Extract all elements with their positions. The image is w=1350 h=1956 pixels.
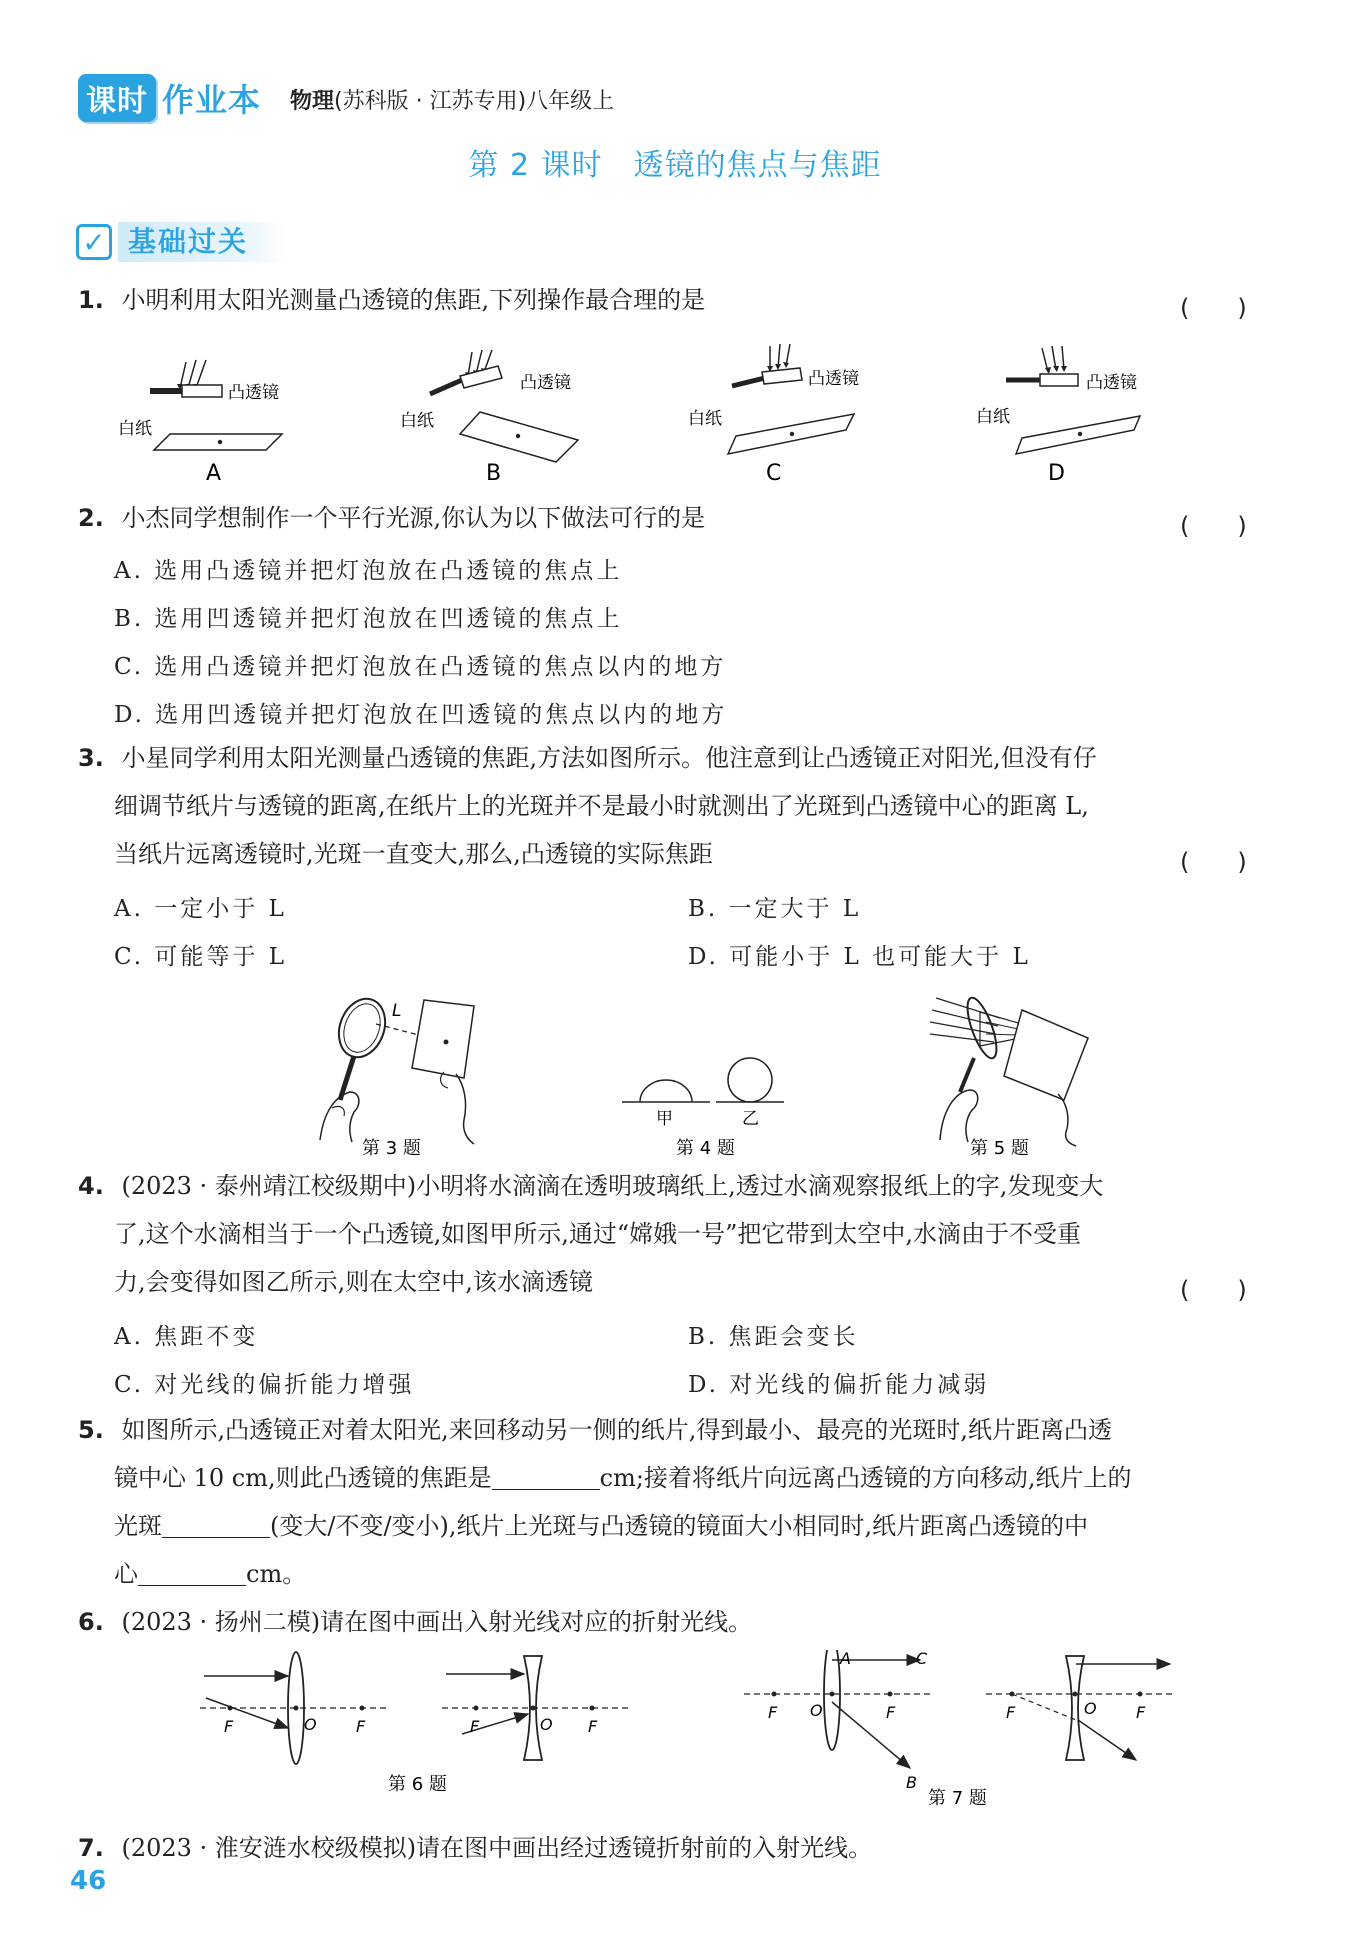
option-a: A. 一定小于 L: [114, 896, 287, 922]
q1-figure-b: [400, 350, 578, 486]
brand-logo: [78, 78, 261, 118]
question-text-line2: 了,这个水滴相当于一个凸透镜,如图甲所示,通过“嫦娥一号”把它带到太空中,水滴由于不受重: [114, 1220, 1082, 1248]
answer-bracket: ( ): [1180, 848, 1247, 876]
header-subject: [290, 84, 614, 115]
point-a-label: A: [840, 1650, 851, 1668]
option-b: B. 选用凹透镜并把灯泡放在凹透镜的焦点上: [114, 606, 623, 632]
option-c: C. 对光线的偏折能力增强: [114, 1372, 415, 1398]
fig5-drawing: [930, 995, 1088, 1159]
focus-label: F: [224, 1717, 234, 1736]
logo-text: 作业本: [162, 81, 262, 119]
answer-bracket: ( ): [1180, 1276, 1247, 1304]
question-text-line3: [114, 1502, 1088, 1550]
lens-label: 凸透镜: [808, 369, 859, 389]
question-number: 2.: [78, 504, 104, 532]
q1-figure-c: [688, 344, 859, 486]
question-3: [78, 734, 1097, 782]
fig6-concave-lens: [388, 1656, 630, 1795]
answer-bracket: ( ): [1180, 512, 1247, 540]
section-title: 基础过关: [118, 222, 288, 262]
option-letter: D: [1048, 461, 1065, 486]
question-6: [78, 1598, 752, 1646]
paper-label: 白纸: [976, 407, 1010, 427]
answer-blank-2[interactable]: [162, 1510, 270, 1538]
focus-label: F: [768, 1703, 778, 1722]
logo-badge: 课时: [78, 74, 156, 122]
question-text: (2023 · 扬州二模)请在图中画出入射光线对应的折射光线。: [121, 1608, 753, 1636]
focus-label: F: [356, 1717, 366, 1736]
question-number: 6.: [78, 1608, 104, 1636]
page-title: 第 2 课时 透镜的焦点与焦距: [468, 148, 882, 183]
focus-label: F: [588, 1717, 598, 1736]
question-text: 小杰同学想制作一个平行光源,你认为以下做法可行的是: [121, 504, 706, 532]
lens-label: 凸透镜: [1086, 373, 1137, 393]
center-label: O: [304, 1715, 317, 1734]
figures-6-7: [190, 1650, 1190, 1810]
paper-label: 白纸: [688, 409, 722, 429]
q1-figure-d: [976, 346, 1140, 486]
figures-3-4-5: [280, 980, 1100, 1160]
lens-label: 凸透镜: [228, 383, 279, 403]
center-label: O: [1084, 1699, 1097, 1718]
point-b-label: B: [906, 1773, 917, 1792]
focus-label: F: [1006, 1703, 1016, 1722]
question-number: 4.: [78, 1172, 104, 1200]
option-letter: C: [766, 461, 782, 486]
option-d: D. 对光线的偏折能力减弱: [688, 1372, 990, 1398]
fig4-yi-label: 乙: [742, 1109, 759, 1129]
fig6-caption: 第 6 题: [388, 1774, 447, 1795]
text-segment: 光斑: [114, 1512, 162, 1540]
text-segment: cm;接着将纸片向远离凸透镜的方向移动,纸片上的: [599, 1464, 1132, 1492]
question-number: 1.: [78, 286, 104, 314]
option-c: C. 选用凸透镜并把灯泡放在凸透镜的焦点以内的地方: [114, 654, 727, 680]
fig5-caption: 第 5 题: [970, 1138, 1029, 1159]
fig3-drawing: [320, 992, 474, 1159]
page-number: 46: [70, 1866, 107, 1896]
question-text-line1: 小星同学利用太阳光测量凸透镜的焦距,方法如图所示。他注意到让凸透镜正对阳光,但没有仔: [121, 744, 1097, 772]
question-text: (2023 · 淮安涟水校级模拟)请在图中画出经过透镜折射前的入射光线。: [121, 1834, 873, 1862]
text-segment: 镜中心 10 cm,则此凸透镜的焦距是: [114, 1464, 492, 1492]
text-segment: cm。: [246, 1560, 307, 1588]
paper-label: 白纸: [118, 419, 152, 439]
center-label: O: [810, 1701, 823, 1720]
question-5: [78, 1406, 1112, 1454]
fig7-caption: 第 7 题: [928, 1788, 987, 1809]
option-b: B. 焦距会变长: [688, 1324, 859, 1350]
question-1: [78, 276, 705, 324]
text-segment: 心: [114, 1560, 138, 1588]
option-a: A. 选用凸透镜并把灯泡放在凸透镜的焦点上: [114, 558, 623, 584]
center-label: O: [540, 1715, 553, 1734]
question-7: [78, 1824, 872, 1872]
question-text-line4: [114, 1550, 306, 1598]
paper-label: 白纸: [400, 411, 434, 431]
answer-blank-1[interactable]: [492, 1462, 600, 1490]
focus-label: F: [470, 1717, 480, 1736]
fig7-convex-lens: [744, 1650, 930, 1792]
fig3-L-label: L: [392, 1001, 402, 1021]
answer-bracket: ( ): [1180, 294, 1247, 322]
option-d: D. 可能小于 L 也可能大于 L: [688, 944, 1031, 970]
question-text-line1: 如图所示,凸透镜正对着太阳光,来回移动另一侧的纸片,得到最小、最亮的光斑时,纸片距离凸透: [121, 1416, 1112, 1444]
question-number: 7.: [78, 1834, 104, 1862]
question-text-line3: 力,会变得如图乙所示,则在太空中,该水滴透镜: [114, 1268, 593, 1296]
question-number: 5.: [78, 1416, 104, 1444]
option-c: C. 可能等于 L: [114, 944, 287, 970]
question-2: [78, 494, 705, 542]
subject-edition: (苏科版 · 江苏专用)八年级上: [334, 89, 615, 114]
lens-label: 凸透镜: [520, 373, 571, 393]
answer-blank-3[interactable]: [138, 1558, 246, 1586]
fig7-concave-lens: [928, 1656, 1174, 1809]
question-text-line2: 细调节纸片与透镜的距离,在纸片上的光斑并不是最小时就测出了光斑到凸透镜中心的距离 L,: [114, 792, 1089, 820]
checkbox-icon: ✓: [76, 224, 112, 260]
option-d: D. 选用凹透镜并把灯泡放在凹透镜的焦点以内的地方: [114, 702, 728, 728]
fig6-convex-lens: [200, 1652, 390, 1764]
fig3-caption: 第 3 题: [362, 1138, 421, 1159]
focus-label: F: [886, 1703, 896, 1722]
option-letter: B: [486, 461, 502, 486]
question-text-line2: [114, 1454, 1132, 1502]
question-1-figures: [100, 330, 1280, 490]
text-segment: (变大/不变/变小),纸片上光斑与凸透镜的镜面大小相同时,纸片距离凸透镜的中: [270, 1512, 1089, 1540]
fig4-jia-label: 甲: [656, 1109, 673, 1129]
question-4: [78, 1162, 1103, 1210]
focus-label: F: [1136, 1703, 1146, 1722]
point-c-label: C: [916, 1650, 928, 1668]
question-number: 3.: [78, 744, 104, 772]
option-letter: A: [206, 461, 222, 486]
question-text: 小明利用太阳光测量凸透镜的焦距,下列操作最合理的是: [121, 286, 706, 314]
subject-name: 物理: [290, 89, 335, 114]
option-b: B. 一定大于 L: [688, 896, 862, 922]
fig4-drawing: [622, 1058, 784, 1159]
question-text-line3: 当纸片远离透镜时,光斑一直变大,那么,凸透镜的实际焦距: [114, 840, 713, 868]
question-text-line1: (2023 · 泰州靖江校级期中)小明将水滴滴在透明玻璃纸上,透过水滴观察报纸上的字,发现变大: [121, 1172, 1104, 1200]
option-a: A. 焦距不变: [114, 1324, 259, 1350]
fig4-caption: 第 4 题: [676, 1138, 735, 1159]
section-banner: [76, 220, 288, 264]
q1-figure-a: [118, 360, 282, 486]
